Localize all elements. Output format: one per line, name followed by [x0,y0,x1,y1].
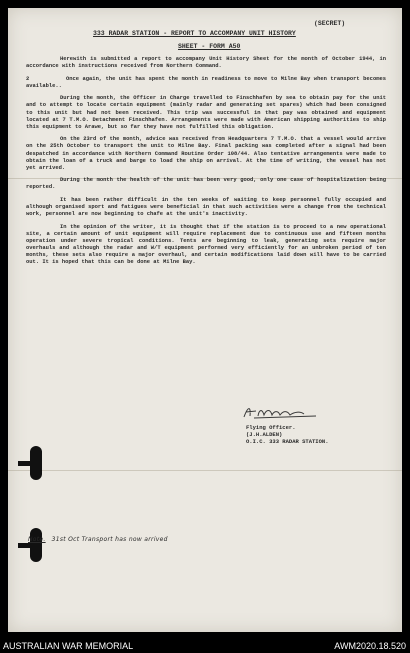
document-subtitle: SHEET - FORM A50 [178,43,241,50]
binder-hole [18,446,40,480]
paragraph-6: It has been rather difficult in the ten weeks of waiting to keep personnel fully occupied and although organised sport and fatigues were beneficial in that such activities were a change from the technical work, personnel are now beginning to chafe at the unit's inactivity. [26,196,386,218]
document-title: 333 RADAR STATION - REPORT TO ACCOMPANY UNIT HISTORY [93,30,296,37]
note-label: Note. [28,536,46,543]
report-body [26,55,386,271]
handwritten-signature [240,404,320,420]
signatory-unit: O.I.C. 333 RADAR STATION. [246,438,329,446]
paragraph-2 [26,75,386,89]
signatory-name: (J.H.ALDEN) [246,431,283,439]
paragraph-5: During the month the health of the unit has been very good, only one case of hospitalization being reported. [26,176,386,191]
signature-block [246,424,329,446]
handwritten-note [28,536,168,543]
paragraph-3: During the month, the Officer in Charge travelled to Finschhafen by sea to obtain pay for the unit and to attempt to locate certain equipment (mainly radar and generating set spares) which had been consigned to this unit but had not been received. This trip was successful in that pay was obtained and equipment located at 7 T.M.O. Detachment Finschhafen. Arrangements were made with American shipping authorities to ship this equipment to Arawe, but so far they have not fulfilled this obligation. [26,94,386,130]
footer-bar [0,638,410,653]
fold-line [8,470,402,471]
signatory-rank: Flying Officer. [246,424,296,431]
paragraph-text: Once again, the unit has spent the month in readiness to move to Milne Bay when transport becomes available.. [26,74,386,89]
note-text: 31st Oct Transport has now arrived [51,536,168,543]
footer-accession-number: AWM2020.18.520 [334,641,406,651]
footer-source: AUSTRALIAN WAR MEMORIAL [3,641,134,651]
paragraph-4: On the 23rd of the month, advice was received from Headquarters 7 T.M.O. that a vessel would arrive on the 25th October to transport the unit to Milne Bay. Final packing was completed after a signal had been despatched in accordance with Northern Command Routine Order 108/44. Also tentative arrangements were made to obtain the loan of a truck and barge to load the ship on arrival. At the time of writing, the vessel has not yet arrived. [26,135,386,171]
binder-hole [18,528,40,562]
paragraph-1: Herewith is submitted a report to accompany Unit History Sheet for the month of October 1944, in accordance with instructions received from Northern Command. [26,55,386,70]
paragraph-7: In the opinion of the writer, it is thought that if the station is to proceed to a new operational site, a certain amount of unit equipment will require replacement due to continuous use and fifteen months operation under severe tropical conditions. Tents are beginning to leak, generating sets require major overhauls and although the radar and W/T equipment performed very efficiently for an unbroken period of ten months, these sets also require a major overhaul, and certain modifications laid down will have to be carried out. It is hoped that this can be done at Milne Bay. [26,222,386,266]
classification-label: (SECRET) [314,20,346,27]
paragraph-number: 2 [26,74,30,82]
